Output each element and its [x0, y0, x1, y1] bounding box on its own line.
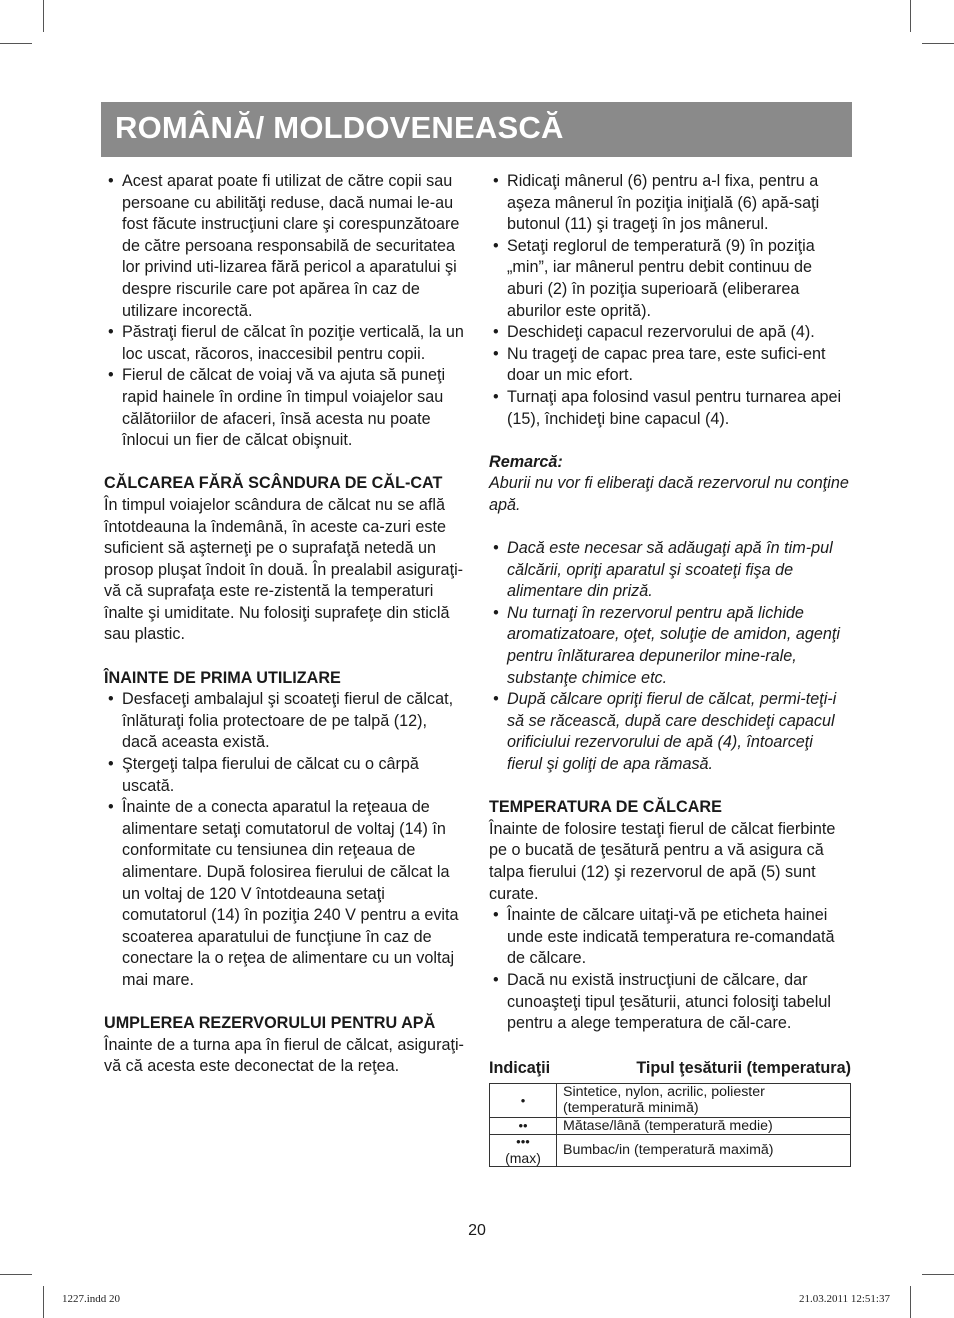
timestamp: 21.03.2011 12:51:37	[799, 1293, 890, 1305]
remark-text: Aburii nu vor fi eliberaţi dacă rezervorul nu conţine apă.	[489, 474, 849, 514]
page-title: ROMÂNĂ/ MOLDOVENEASCĂ	[115, 110, 564, 145]
table-header-indications: Indicaţii	[489, 1059, 551, 1078]
remark-list	[489, 538, 851, 776]
table-row	[490, 1134, 851, 1166]
temperature-list	[489, 905, 851, 1035]
dot-indicator: ••	[518, 1118, 528, 1134]
table-header	[489, 1058, 851, 1080]
crop-mark	[43, 0, 44, 32]
crop-mark	[0, 43, 32, 44]
table-row	[490, 1117, 851, 1134]
remark-label: Remarcă:	[489, 452, 563, 471]
table-cell-dots	[490, 1134, 557, 1166]
list-item: • Dacă este necesar să adăugaţi apă în tim-pul călcării, opriţi aparatul şi scoateţi fişa de alimentare din priză.	[489, 538, 851, 603]
list-item: • Setaţi reglorul de temperatură (9) în poziţia „min”, iar mânerul pentru debit continuu de aburi (2) în poziţia superioară (eliberarea aburilor este oprită).	[489, 236, 851, 322]
temperature-table	[489, 1083, 851, 1167]
section-heading: UMPLEREA REZERVORULUI PENTRU APĂ	[104, 1014, 436, 1033]
file-name: 1227.indd 20	[62, 1293, 121, 1305]
left-column	[104, 171, 466, 1078]
list-item: • Dacă nu există instrucţiuni de călcare, dar cunoaşteţi tipul ţesăturii, atunci folosiţi tabelul pentru a alege temperatura de căl-care.	[489, 970, 851, 1035]
intro-list	[104, 171, 466, 452]
table-row	[490, 1083, 851, 1117]
list-item: • Acest aparat poate fi utilizat de către copii sau persoane cu abilităţi reduse, dacă numai le-au fost făcute instrucţiuni clare şi corespunzătoare de către persoana responsabilă de securitatea lor privind uti-lizarea fără pericol a aparatului şi despre riscurile care pot apărea în caz de utilizare incorectă.	[104, 171, 466, 322]
section-heading: CĂLCAREA FĂRĂ SCÂNDURA DE CĂL-CAT	[104, 474, 443, 493]
list-item: • Înainte de a conecta aparatul la reţeaua de alimentare setaţi comutatorul de voltaj (14) în conformitate cu tensiunea din reţeaua de alimentare. După folosirea fierului de călcat la un voltaj de 120 V întotdeauna setaţi comutatorul (14) în poziţia 240 V pentru a evita scoaterea aparatului de funcţiune în caz de conectare la o reţea de alimentare cu un voltaj mai mare.	[104, 797, 466, 991]
table-cell-dots	[490, 1083, 557, 1117]
list-item: • Nu turnaţi în rezervorul pentru apă lichide aromatizatoare, oţet, soluţie de amidon, agenţi pentru înlăturarea depunerilor mine-rale, substanţe chimice etc.	[489, 603, 851, 689]
page-number: 20	[468, 1222, 486, 1239]
crop-mark	[922, 43, 954, 44]
section-heading: ÎNAINTE DE PRIMA UTILIZARE	[104, 668, 341, 687]
first-use-list	[104, 689, 466, 991]
crop-mark	[922, 1274, 954, 1275]
table-cell-fabric: Mătase/lână (temperatură medie)	[557, 1117, 851, 1134]
list-item: • Înainte de călcare uitaţi-vă pe eticheta hainei unde este indicată temperatura re-comandată de călcare.	[489, 905, 851, 970]
table-cell-fabric: Bumbac/in (temperatură maximă)	[557, 1134, 851, 1166]
crop-mark	[910, 1286, 911, 1318]
paragraph: În timpul voiajelor scândura de călcat nu se află întotdeauna la îndemână, în aceste ca-zuri este suficient să aşterneţi pe o suprafaţă netedă un prosop pluşat îndoit în două. În prealabil asiguraţi-vă că suprafaţa este re-zistentă la temperaturi înalte şi umiditate. Nu folosiţi suprafeţe din sticlă sau plastic.	[104, 495, 464, 644]
list-item: • Nu trageţi de capac prea tare, este sufici-ent doar un mic efort.	[489, 344, 851, 387]
list-item: • Păstraţi fierul de călcat în poziţie verticală, la un loc uscat, răcoros, inaccesibil pentru copii.	[104, 322, 466, 365]
list-item: • Desfaceţi ambalajul şi scoateţi fierul de călcat, înlăturaţi folia protectoare de pe talpă (12), dacă aceasta există.	[104, 689, 466, 754]
list-item: • Fierul de călcat de voiaj vă va ajuta să puneţi rapid hainele în ordine în timpul voiajelor sau călătoriilor de afaceri, însă acesta nu poate înlocui un fier de călcat obişnuit.	[104, 365, 466, 451]
dot-indicator: •••	[516, 1133, 530, 1149]
max-label: (max)	[505, 1149, 541, 1166]
list-item: • După călcare opriţi fierul de călcat, permi-teţi-i să se răcească, după care deschideţi capacul orificiului rezervorului de apă (4), întoarceţi fierul şi goliţi de apa rămasă.	[489, 689, 851, 775]
list-item: • Deschideţi capacul rezervorului de apă (4).	[489, 322, 851, 344]
table-cell-fabric: Sintetice, nylon, acrilic, poliester (temperatură minimă)	[557, 1083, 851, 1117]
header-bar	[101, 102, 852, 157]
list-item: • Turnaţi apa folosind vasul pentru turnarea apei (15), închideţi bine capacul (4).	[489, 387, 851, 430]
crop-mark	[43, 1286, 44, 1318]
table-cell-dots	[490, 1117, 557, 1134]
fill-steps-list	[489, 171, 851, 430]
table-header-fabric: Tipul ţesăturii (temperatura)	[636, 1059, 851, 1078]
paragraph: Înainte de a turna apa în fierul de călcat, asiguraţi-vă că acesta este deconectat de la reţea.	[104, 1035, 464, 1076]
list-item: • Ştergeţi talpa fierului de călcat cu o cârpă uscată.	[104, 754, 466, 797]
section-heading: TEMPERATURA DE CĂLCARE	[489, 798, 722, 817]
list-item: • Ridicaţi mânerul (6) pentru a-l fixa, pentru a aşeza mânerul în poziţia iniţială (6) apă-saţi butonul (11) şi trageţi în jos mânerul.	[489, 171, 851, 236]
crop-mark	[0, 1274, 32, 1275]
paragraph: Înainte de folosire testaţi fierul de călcat fierbinte pe o bucată de ţesătură pentru a vă asigura că talpa fierului (12) şi rezervorul de apă (5) sunt curate.	[489, 819, 836, 903]
crop-mark	[910, 0, 911, 32]
dot-indicator: •	[520, 1092, 526, 1108]
right-column	[489, 171, 851, 1167]
